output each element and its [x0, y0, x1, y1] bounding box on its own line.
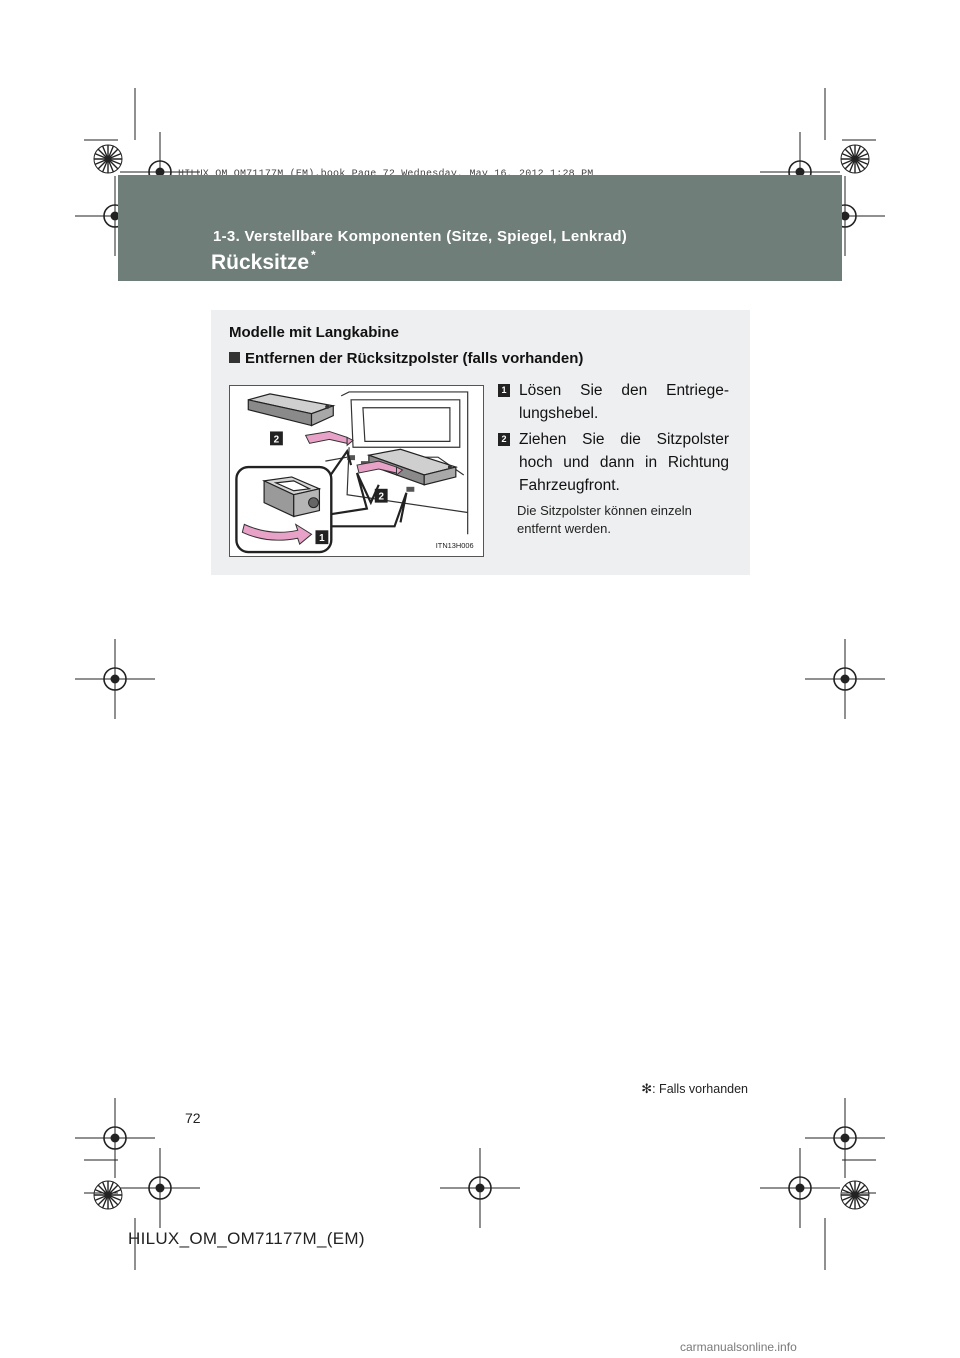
step-badge: 1	[498, 384, 510, 397]
doc-code: HILUX_OM_OM71177M_(EM)	[128, 1229, 365, 1248]
seat-removal-illustration	[229, 385, 484, 557]
step-2	[498, 428, 729, 497]
page-number: 72	[185, 1110, 201, 1126]
step-1	[498, 379, 729, 425]
page-title	[211, 248, 316, 275]
page-title-text: Rücksitze	[211, 251, 310, 274]
registration-burst-bottom-left	[94, 1181, 122, 1209]
callout-label: 1	[319, 533, 325, 545]
step-badge: 2	[498, 433, 510, 446]
registration-mark	[805, 1098, 885, 1178]
registration-mark	[440, 1148, 520, 1228]
title-asterisk: *	[311, 248, 316, 262]
square-bullet-icon	[229, 352, 240, 363]
registration-burst-bottom-right	[841, 1181, 869, 1209]
callout-label: 2	[378, 491, 384, 503]
registration-mark	[805, 639, 885, 719]
sub-heading	[229, 350, 583, 367]
registration-mark	[75, 1098, 155, 1178]
step-text: Ziehen Sie die Sitzpolster hoch und dann in Richtung Fahrzeugfront.	[519, 431, 729, 494]
registration-mark	[760, 1148, 840, 1228]
registration-burst-top-right	[841, 145, 869, 173]
callout-label: 2	[273, 434, 280, 446]
registration-burst-top-left	[94, 145, 122, 173]
section-label: 1-3. Verstellbare Komponenten (Sitze, Spiegel, Lenkrad)	[213, 228, 628, 245]
model-label: Modelle mit Langkabine	[229, 324, 400, 341]
registration-mark	[75, 639, 155, 719]
registration-mark	[120, 1148, 200, 1228]
sub-heading-text: Entfernen der Rücksitzpolster (falls vorhanden)	[245, 350, 584, 367]
step-text: Lösen Sie den Entriege-lungshebel.	[519, 382, 729, 422]
footnote-text: : Falls vorhanden	[652, 1082, 748, 1096]
watermark: carmanualsonline.info	[680, 1340, 797, 1354]
note-text: Die Sitzpolster können einzeln entfernt werden.	[517, 503, 692, 536]
footnote	[630, 1081, 748, 1097]
footnote-marker: ✻	[641, 1081, 653, 1096]
figure-code: ITN13H006	[435, 541, 474, 551]
